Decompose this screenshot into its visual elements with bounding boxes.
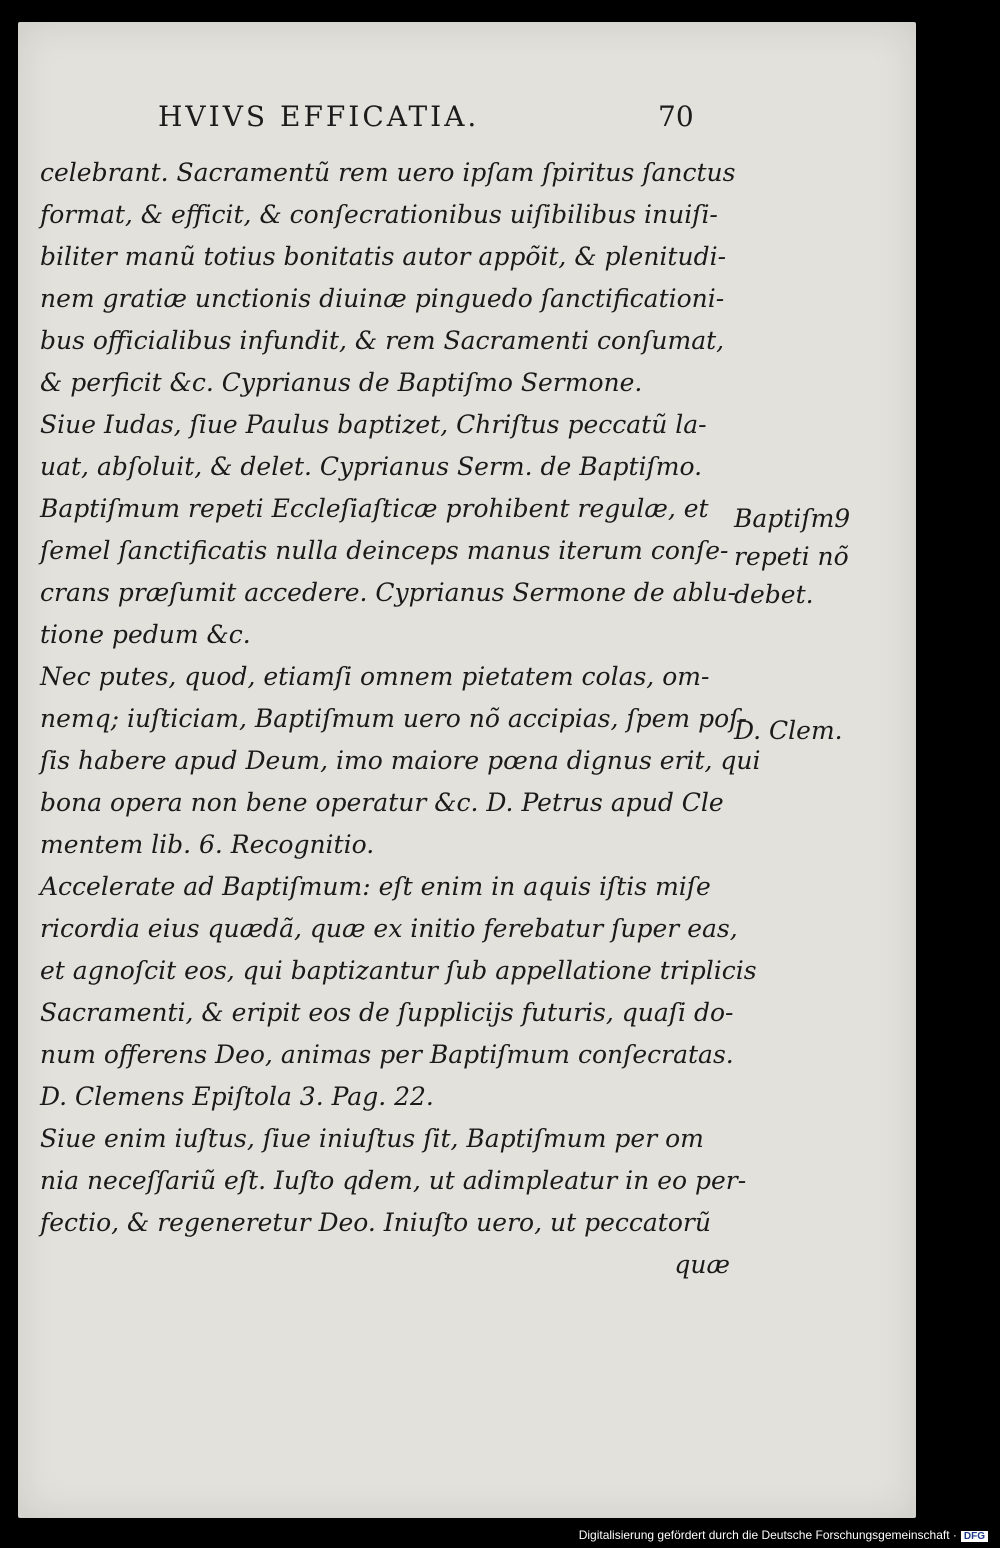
text-line: crans præſumit accedere. Cyprianus Sermone de ablu-: [40, 578, 737, 607]
text-line: biliter manũ totius bonitatis autor appõit, & plenitudi-: [40, 242, 727, 271]
running-title: HVIVS EFFICATIA.: [158, 100, 480, 133]
text-line: fectio, & regeneretur Deo. Iniuſto uero, ut peccatorũ: [40, 1208, 711, 1237]
text-line: nia neceſſariũ eſt. Iuſto qdem, ut adimpleatur in eo per-: [40, 1166, 747, 1195]
text-line: Siue Iudas, ſiue Paulus baptizet, Chriſtus peccatũ la-: [40, 410, 707, 439]
text-line: mentem lib. 6. Recognitio.: [40, 830, 375, 859]
text-line: num offerens Deo, animas per Baptiſmum conſecratas.: [40, 1040, 734, 1069]
dfg-logo-icon: DFG: [961, 1531, 988, 1542]
catchword: quæ: [674, 1250, 730, 1279]
text-line: Sacramenti, & eripit eos de ſupplicijs futuris, quaſi do-: [40, 998, 734, 1027]
text-line: & perficit &c. Cyprianus de Baptiſmo Sermone.: [40, 368, 643, 397]
text-line: ricordia eius quædã, quæ ex initio ferebatur ſuper eas,: [40, 914, 738, 943]
text-line: D. Clemens Epiſtola 3. Pag. 22.: [40, 1082, 434, 1111]
text-line: Accelerate ad Baptiſmum: eſt enim in aquis iſtis miſe: [40, 872, 711, 901]
margin-note-clement: D. Clem.: [734, 716, 843, 745]
margin-note-line: debet.: [734, 580, 814, 609]
text-line: Baptiſmum repeti Eccleſiaſticæ prohibent regulæ, et: [40, 494, 709, 523]
page-number: 70: [658, 100, 694, 133]
book-page: [18, 22, 916, 1518]
text-line: Nec putes, quod, etiamſi omnem pietatem colas, om-: [40, 662, 710, 691]
body-text: [40, 152, 761, 1286]
digitization-credit: [579, 1528, 988, 1542]
text-line: ſis habere apud Deum, imo maiore pœna dignus erit, qui: [40, 746, 761, 775]
text-line: tione pedum &c.: [40, 620, 251, 649]
text-line: celebrant. Sacramentũ rem uero ipſam ſpiritus ſanctus: [40, 158, 736, 187]
text-line: ſemel ſanctificatis nulla deinceps manus iterum conſe-: [40, 536, 729, 565]
credit-text: Digitalisierung gefördert durch die Deutsche Forschungsgemeinschaft ·: [578, 1528, 957, 1542]
margin-note-line: Baptiſm9: [734, 504, 851, 533]
text-line: nemq; iuſticiam, Baptiſmum uero nõ accipias, ſpem poſ-: [40, 704, 747, 733]
text-line: uat, abſoluit, & delet. Cyprianus Serm. de Baptiſmo.: [40, 452, 703, 481]
text-line: nem gratiæ unctionis diuinæ pinguedo ſanctificationi-: [40, 284, 725, 313]
margin-note-baptism: [734, 500, 850, 614]
margin-note-line: repeti nõ: [734, 542, 849, 571]
text-line: bus officialibus infundit, & rem Sacramenti conſumat,: [40, 326, 725, 355]
text-line: et agnoſcit eos, qui baptizantur ſub appellatione triplicis: [40, 956, 757, 985]
text-line: bona opera non bene operatur &c. D. Petrus apud Cle: [40, 788, 724, 817]
text-line: format, & efficit, & conſecrationibus uiſibilibus inuiſi-: [40, 200, 718, 229]
text-line: Siue enim iuſtus, ſiue iniuſtus ſit, Baptiſmum per om: [40, 1124, 704, 1153]
